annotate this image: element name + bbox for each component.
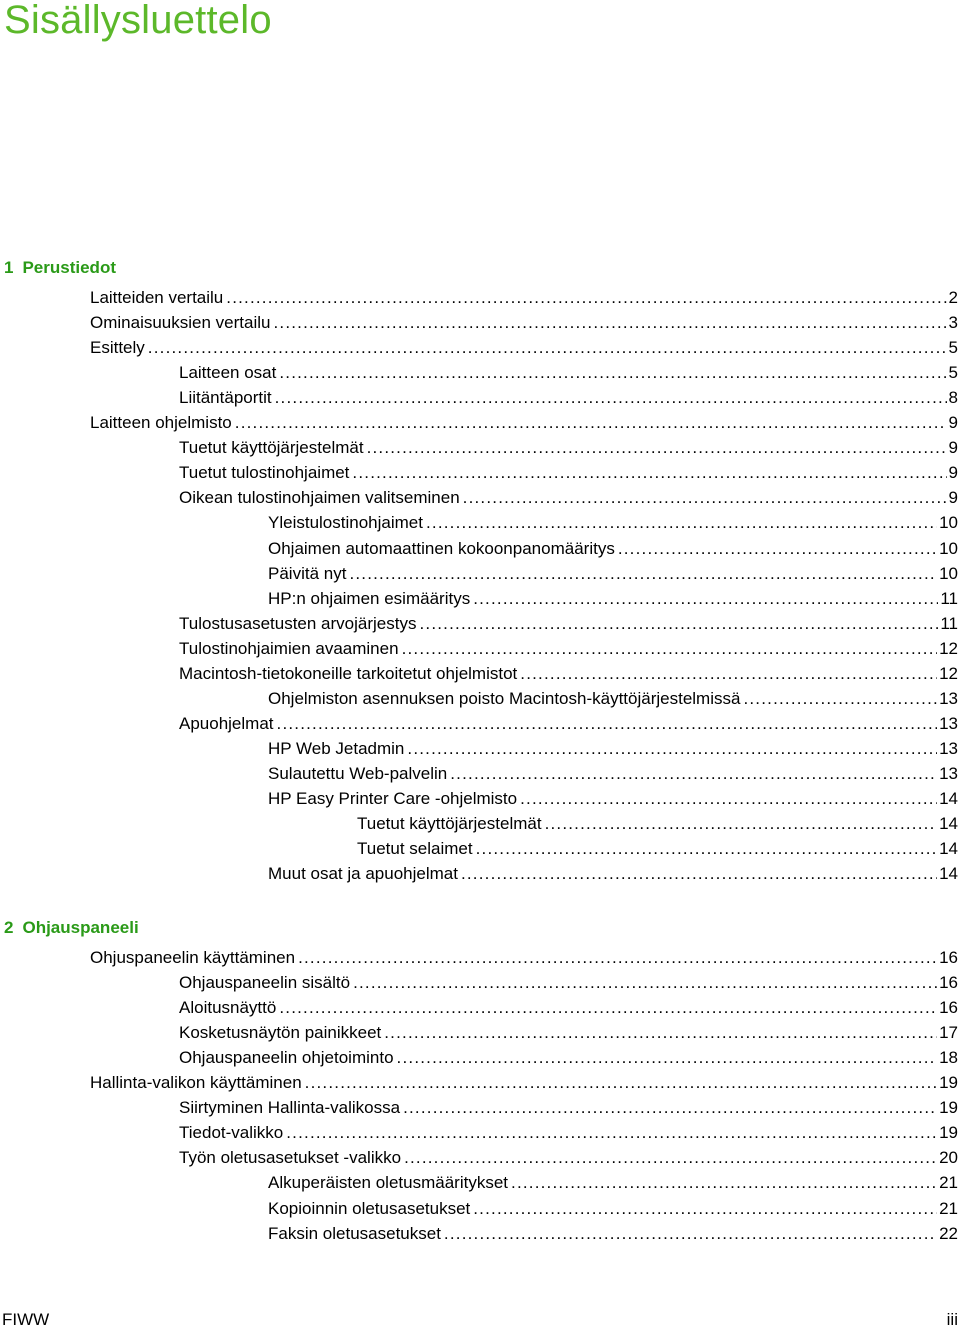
toc-entry-label: Tuetut selaimet	[357, 839, 473, 859]
toc-entry-label: Siirtyminen Hallinta-valikossa	[179, 1098, 401, 1118]
toc-entry-label: Alkuperäisten oletusmääritykset	[268, 1173, 509, 1193]
footer-locale: FIWW	[2, 1310, 50, 1329]
toc-entry-label: Macintosh-tietokoneille tarkoitetut ohjelmistot	[179, 663, 518, 683]
toc-entry[interactable]	[0, 508, 958, 533]
toc-entry-label: Päivitä nyt	[268, 563, 347, 583]
toc-entry-page-number: 10	[939, 538, 958, 558]
toc-entry-page-number: 9	[948, 463, 958, 483]
toc-entry-label: Sulautettu Web-palvelin	[268, 763, 448, 783]
toc-entry-label: Muut osat ja apuohjelmat	[268, 864, 458, 884]
dot-leader	[235, 413, 947, 433]
footer-page-number: iii	[946, 1310, 958, 1329]
dot-leader	[520, 789, 937, 809]
toc-entry-label: Ohjelmiston asennuksen poisto Macintosh-käyttöjärjestelmissä	[268, 688, 741, 708]
toc-entry[interactable]	[0, 1219, 958, 1244]
dot-leader	[353, 973, 937, 993]
toc-entry-page-number: 3	[948, 313, 958, 333]
dot-leader	[404, 1148, 937, 1168]
toc-entry[interactable]	[0, 1043, 958, 1068]
chapter-heading[interactable]	[4, 918, 139, 938]
toc-entry-label: Laitteen osat	[179, 363, 277, 383]
dot-leader	[476, 839, 937, 859]
dot-leader	[148, 338, 947, 358]
toc-entry-page-number: 16	[939, 973, 958, 993]
dot-leader	[277, 714, 938, 734]
toc-entry[interactable]	[0, 283, 958, 308]
toc-entry[interactable]	[0, 383, 958, 408]
toc-entry[interactable]	[0, 458, 958, 483]
toc-entry-label: Ohjaimen automaattinen kokoonpanomääritys	[268, 538, 615, 558]
toc-entry-page-number: 20	[939, 1148, 958, 1168]
toc-entry[interactable]	[0, 684, 958, 709]
toc-entry-page-number: 19	[939, 1123, 958, 1143]
toc-entry[interactable]	[0, 809, 958, 834]
chapter-number: 1	[4, 258, 14, 277]
toc-entry-page-number: 5	[948, 363, 958, 383]
toc-entry[interactable]	[0, 993, 958, 1018]
chapter-title: Ohjauspaneeli	[22, 918, 139, 937]
toc-entry-label: Tulostusasetusten arvojärjestys	[179, 613, 417, 633]
toc-entry[interactable]	[0, 483, 958, 508]
toc-entry-list	[0, 283, 960, 884]
dot-leader	[352, 463, 946, 483]
toc-entry[interactable]	[0, 943, 958, 968]
toc-entry-page-number: 13	[939, 713, 958, 733]
toc-entry-label: Esittely	[90, 338, 145, 358]
toc-entry-page-number: 5	[948, 338, 958, 358]
toc-entry-label: Ohjauspaneelin sisältö	[179, 973, 351, 993]
toc-entry-label: Laitteiden vertailu	[90, 288, 224, 308]
toc-entry[interactable]	[0, 609, 958, 634]
toc-entry[interactable]	[0, 784, 958, 809]
toc-entry-label: HP:n ohjaimen esimääritys	[268, 588, 471, 608]
dot-leader	[511, 1173, 937, 1193]
toc-entry-page-number: 14	[939, 788, 958, 808]
toc-entry[interactable]	[0, 1068, 958, 1093]
toc-entry-label: HP Easy Printer Care -ohjelmisto	[268, 788, 518, 808]
toc-entry-label: Hallinta-valikon käyttäminen	[90, 1073, 302, 1093]
dot-leader	[450, 764, 937, 784]
toc-entry[interactable]	[0, 859, 958, 884]
dot-leader	[473, 1199, 937, 1219]
page-title: Sisällysluettelo	[4, 0, 272, 42]
dot-leader	[298, 948, 937, 968]
toc-entry-page-number: 13	[939, 763, 958, 783]
toc-entry-label: Tuetut tulostinohjaimet	[179, 463, 350, 483]
toc-entry[interactable]	[0, 433, 958, 458]
toc-entry-page-number: 11	[940, 613, 958, 633]
toc-entry-label: Ohjuspaneelin käyttäminen	[90, 948, 296, 968]
toc-entry-page-number: 19	[939, 1098, 958, 1118]
dot-leader	[286, 1123, 937, 1143]
toc-entry-page-number: 22	[939, 1223, 958, 1243]
toc-entry-label: Ohjauspaneelin ohjetoiminto	[179, 1048, 394, 1068]
toc-entry[interactable]	[0, 1018, 958, 1043]
toc-entry-page-number: 17	[939, 1023, 958, 1043]
dot-leader	[419, 614, 938, 634]
dot-leader	[520, 664, 937, 684]
toc-entry[interactable]	[0, 308, 958, 333]
dot-leader	[367, 438, 947, 458]
toc-entry-label: Aloitusnäyttö	[179, 998, 277, 1018]
dot-leader	[426, 513, 937, 533]
dot-leader	[402, 639, 938, 659]
dot-leader	[473, 589, 938, 609]
toc-entry-label: Liitäntäportit	[179, 388, 272, 408]
toc-entry[interactable]	[0, 759, 958, 784]
toc-entry[interactable]	[0, 834, 958, 859]
toc-entry-page-number: 13	[939, 688, 958, 708]
toc-entry[interactable]	[0, 709, 958, 734]
toc-entry[interactable]	[0, 659, 958, 684]
toc-entry-list	[0, 943, 960, 1244]
toc-entry[interactable]	[0, 1118, 958, 1143]
toc-entry-label: Tuetut käyttöjärjestelmät	[357, 814, 542, 834]
toc-entry-page-number: 18	[939, 1048, 958, 1068]
chapter-heading[interactable]	[4, 258, 116, 278]
toc-entry[interactable]	[0, 533, 958, 558]
toc-entry-page-number: 12	[939, 663, 958, 683]
toc-entry-page-number: 10	[939, 513, 958, 533]
toc-entry-page-number: 16	[939, 948, 958, 968]
dot-leader	[463, 488, 947, 508]
toc-entry[interactable]	[0, 358, 958, 383]
toc-entry-label: Kosketusnäytön painikkeet	[179, 1023, 382, 1043]
toc-entry-page-number: 8	[948, 388, 958, 408]
dot-leader	[403, 1098, 937, 1118]
dot-leader	[275, 388, 947, 408]
dot-leader	[226, 288, 946, 308]
dot-leader	[384, 1023, 937, 1043]
toc-entry-label: Työn oletusasetukset -valikko	[179, 1148, 402, 1168]
toc-entry[interactable]	[0, 408, 958, 433]
toc-entry-page-number: 21	[939, 1198, 958, 1218]
dot-leader	[461, 864, 937, 884]
toc-entry[interactable]	[0, 333, 958, 358]
toc-entry-label: Oikean tulostinohjaimen valitseminen	[179, 488, 460, 508]
toc-entry-page-number: 9	[948, 438, 958, 458]
dot-leader	[618, 539, 937, 559]
toc-entry-label: Laitteen ohjelmisto	[90, 413, 232, 433]
dot-leader	[279, 363, 946, 383]
toc-entry-label: HP Web Jetadmin	[268, 738, 405, 758]
chapter-title: Perustiedot	[22, 258, 116, 277]
toc-entry-page-number: 14	[939, 864, 958, 884]
toc-entry-label: Tuetut käyttöjärjestelmät	[179, 438, 364, 458]
toc-entry-page-number: 9	[948, 413, 958, 433]
dot-leader	[273, 313, 946, 333]
toc-entry-label: Ominaisuuksien vertailu	[90, 313, 271, 333]
toc-entry-page-number: 2	[948, 288, 958, 308]
toc-entry-label: Yleistulostinohjaimet	[268, 513, 423, 533]
toc-entry-page-number: 14	[939, 814, 958, 834]
toc-entry[interactable]	[0, 1168, 958, 1193]
toc-entry-page-number: 13	[939, 738, 958, 758]
dot-leader	[407, 739, 937, 759]
toc-entry[interactable]	[0, 559, 958, 584]
dot-leader	[545, 814, 938, 834]
toc-entry-label: Tulostinohjaimien avaaminen	[179, 638, 399, 658]
toc-entry[interactable]	[0, 634, 958, 659]
toc-entry-label: Kopioinnin oletusasetukset	[268, 1198, 471, 1218]
chapter-number: 2	[4, 918, 14, 937]
toc-entry[interactable]	[0, 1193, 958, 1218]
dot-leader	[305, 1073, 937, 1093]
toc-entry[interactable]	[0, 1093, 958, 1118]
toc-entry[interactable]	[0, 968, 958, 993]
toc-entry-page-number: 14	[939, 839, 958, 859]
toc-entry-page-number: 21	[939, 1173, 958, 1193]
toc-entry[interactable]	[0, 1143, 958, 1168]
toc-entry-page-number: 10	[939, 563, 958, 583]
toc-entry[interactable]	[0, 734, 958, 759]
dot-leader	[444, 1224, 937, 1244]
toc-entry-label: Faksin oletusasetukset	[268, 1223, 441, 1243]
toc-entry-label: Tiedot-valikko	[179, 1123, 284, 1143]
toc-entry[interactable]	[0, 584, 958, 609]
toc-entry-page-number: 16	[939, 998, 958, 1018]
dot-leader	[349, 564, 937, 584]
toc-entry-page-number: 11	[940, 588, 958, 608]
toc-entry-page-number: 12	[939, 638, 958, 658]
toc-entry-label: Apuohjelmat	[179, 713, 274, 733]
toc-entry-page-number: 19	[939, 1073, 958, 1093]
dot-leader	[279, 998, 937, 1018]
dot-leader	[397, 1048, 938, 1068]
dot-leader	[743, 689, 937, 709]
toc-entry-page-number: 9	[948, 488, 958, 508]
